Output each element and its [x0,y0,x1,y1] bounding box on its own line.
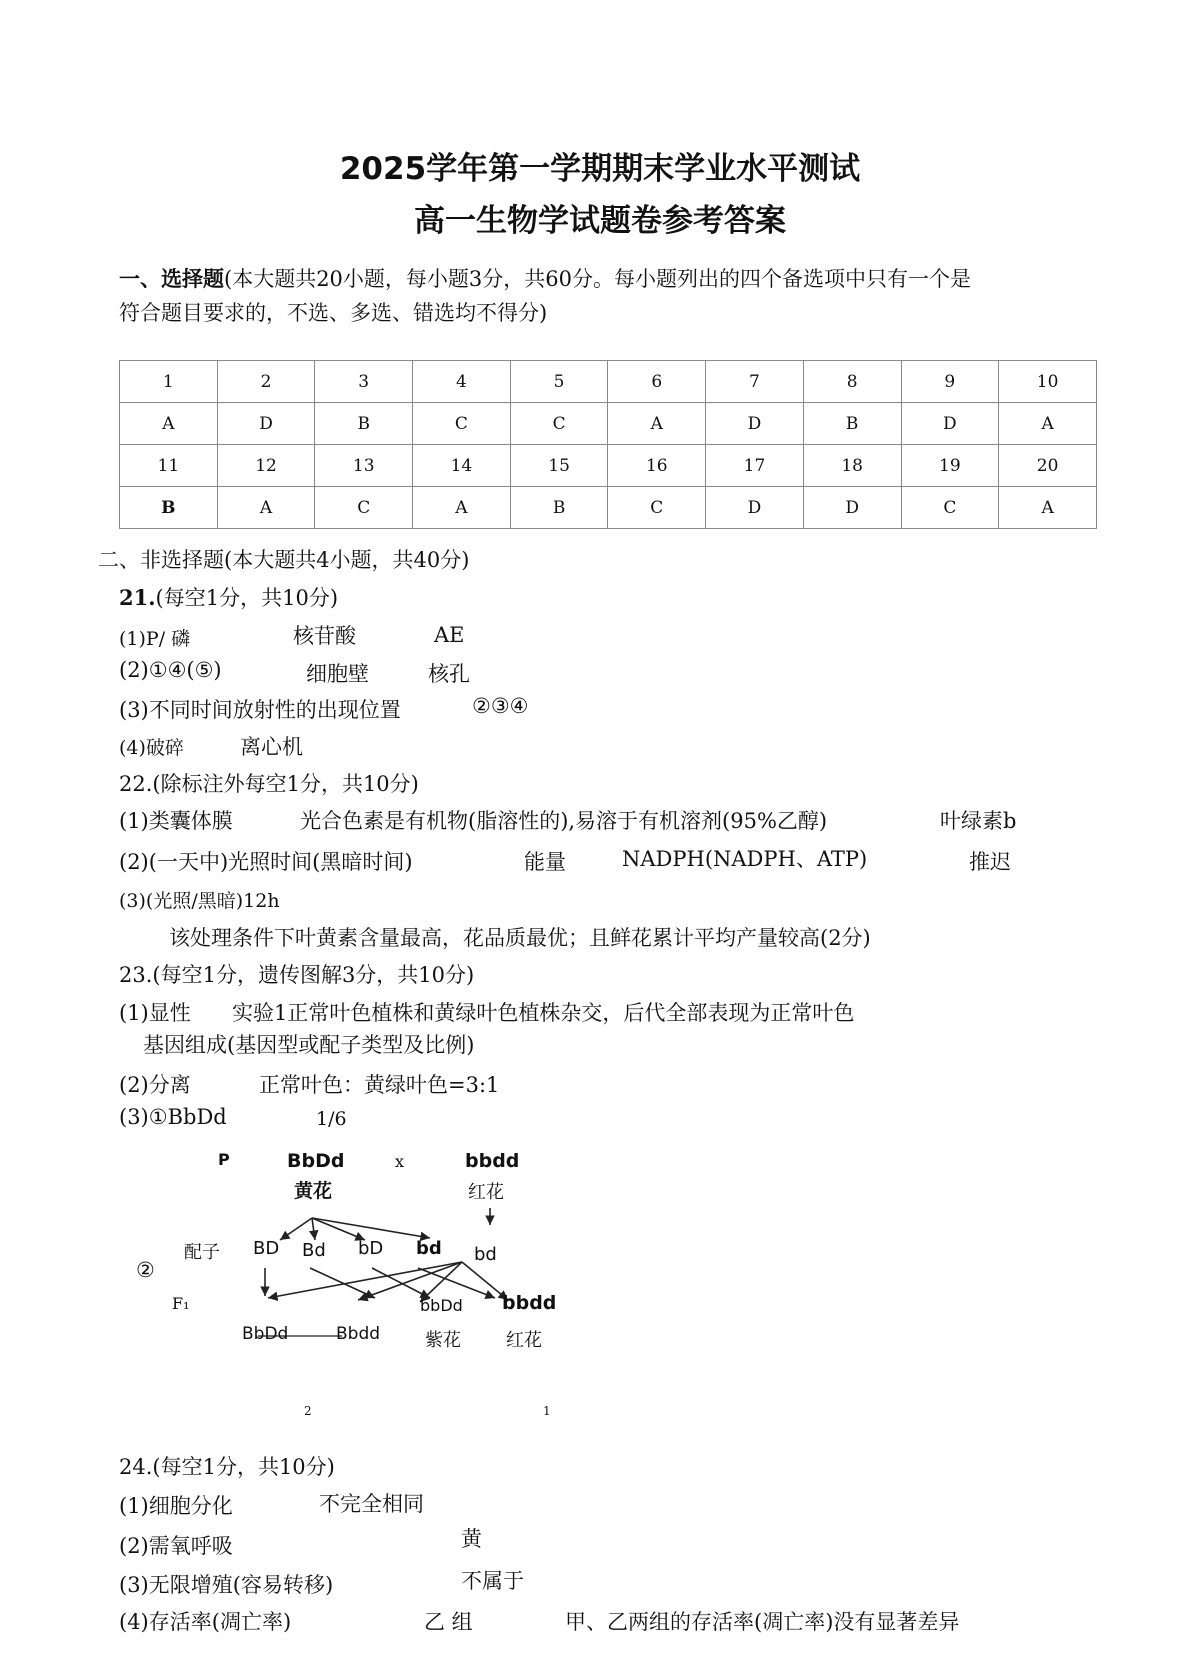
offspring-bbdd-phenotype: 红花 [506,1330,542,1351]
question-number-cell: 18 [803,445,901,487]
gamete-bd-p2: bd [474,1244,497,1265]
answer-table-row [120,445,1097,487]
q22-answer-3b: 该处理条件下叶黄素含量最高，花品质最优；且鲜花累计平均产量较高(2分) [169,926,871,950]
question-number-cell: 1 [120,361,218,403]
section1-intro [119,263,971,293]
arrow-p1-bd [312,1218,430,1238]
q22-answer-1a: (1)类囊体膜 [119,809,233,833]
q21-answer-1c: AE [434,623,465,647]
q21-header [119,582,338,612]
question-number-cell: 4 [413,361,511,403]
answer-cell: D [706,487,804,529]
q22-answer-2b: 能量 [524,850,566,874]
q23-answer-3a: (3)①BbDd [119,1105,227,1129]
q21-answer-2b: 细胞壁 [306,662,369,686]
section2-heading: 二、非选择题(本大题共4小题，共40分) [98,548,470,572]
question-number-cell: 15 [510,445,608,487]
q24-answer-4a: (4)存活率(凋亡率) [119,1610,292,1634]
q24-answer-2b: 黄 [461,1527,482,1551]
parent-label: P [218,1150,230,1169]
question-number-cell: 3 [315,361,413,403]
answer-cell: D [217,403,315,445]
answer-cell: D [803,487,901,529]
section1-desc-line2: 符合题目要求的，不选、多选、错选均不得分) [119,301,548,325]
offspring-bbDd-phenotype: 紫花 [425,1330,461,1351]
answer-cell: A [413,487,511,529]
q21-answer-4a: (4)破碎 [119,737,184,759]
q22-header: 22.(除标注外每空1分，共10分) [119,772,419,796]
answer-cell: A [608,403,706,445]
q22-answer-1c: 叶绿素b [940,809,1017,833]
gamete-Bd: Bd [302,1240,326,1261]
answer-cell: D [901,403,999,445]
section1-desc-line1: (本大题共20小题，每小题3分，共60分。每小题列出的四个备选项中只有一个是 [224,267,971,291]
q24-answer-3a: (3)无限增殖(容易转移) [119,1573,334,1597]
q21-points: (每空1分，共10分) [155,586,339,610]
q22-answer-2d: 推迟 [969,850,1011,874]
question-number-cell: 17 [706,445,804,487]
gamete-BD: BD [253,1238,280,1259]
gamete-label: 配子 [184,1242,220,1263]
question-number-cell: 6 [608,361,706,403]
q23-answer-2a: (2)分离 [119,1073,191,1097]
offspring-BbDd: BbDd [242,1324,289,1344]
q23-answer-1a: (1)显性 [119,1001,191,1025]
answer-cell: C [413,403,511,445]
cross-symbol: x [395,1152,405,1171]
answer-cell: A [999,403,1097,445]
q22-answer-3a: (3)(光照/黑暗)12h [119,890,280,912]
answer-cell: A [120,403,218,445]
answer-cell: A [999,487,1097,529]
question-number-cell: 8 [803,361,901,403]
ratio-right: 1 [543,1404,551,1418]
q24-answer-4b: 乙 组 [424,1610,473,1634]
q22-answer-2a: (2)(一天中)光照时间(黑暗时间) [119,850,413,874]
answer-cell: B [510,487,608,529]
question-number-cell: 7 [706,361,804,403]
q24-answer-1a: (1)细胞分化 [119,1494,233,1518]
q21-answer-2a: (2)①④(⑤) [119,658,222,682]
q21-answer-2c: 核孔 [428,662,470,686]
answer-cell: C [510,403,608,445]
gamete-bD: bD [358,1238,384,1259]
question-number-cell: 10 [999,361,1097,403]
answer-table-row [120,487,1097,529]
question-number-cell: 19 [901,445,999,487]
question-number-cell: 2 [217,361,315,403]
answer-table-row [120,403,1097,445]
arrow-Bd-Bbdd [310,1268,375,1298]
genetic-cross-diagram [136,1150,590,1380]
answer-cell: D [706,403,804,445]
parent1-genotype: BbDd [287,1150,345,1172]
q21-answer-1a: (1)P/ 磷 [119,628,191,650]
q21-number: 21. [119,585,156,610]
q23-answer-1c: 基因组成(基因型或配子类型及比例) [143,1033,475,1057]
ratio-left: 2 [304,1404,312,1418]
offspring-bbDd: bbDd [420,1296,463,1315]
question-number-cell: 12 [217,445,315,487]
question-number-cell: 9 [901,361,999,403]
answer-table-row [120,361,1097,403]
q23-answer-2b: 正常叶色：黄绿叶色=3:1 [259,1073,500,1097]
answer-cell: C [608,487,706,529]
parent2-genotype: bbdd [465,1150,520,1172]
page-subtitle: 高一生物学试题卷参考答案 [414,203,786,239]
question-number-cell: 20 [999,445,1097,487]
diagram-circle-label: ② [136,1258,155,1282]
q24-answer-3b: 不属于 [461,1569,524,1593]
arrow-p1-BD [280,1218,312,1240]
question-number-cell: 11 [120,445,218,487]
arrow-p1-Bd [312,1218,315,1240]
f1-label: F₁ [172,1294,190,1313]
q24-answer-1b: 不完全相同 [319,1492,424,1516]
offspring-bbdd: bbdd [502,1292,557,1314]
page-title: 2025学年第一学期期末学业水平测试 [339,151,861,187]
q21-answer-3a: (3)不同时间放射性的出现位置 [119,698,401,722]
offspring-Bbdd: Bbdd [336,1324,381,1344]
arrow-p1-bD [312,1218,365,1240]
answer-cell: B [315,403,413,445]
answer-cell: C [315,487,413,529]
answer-cell: A [217,487,315,529]
parent1-phenotype: 黄花 [294,1180,333,1202]
q23-answer-1b: 实验1正常叶色植株和黄绿叶色植株杂交，后代全部表现为正常叶色 [232,1001,855,1025]
arrow-p2-Bbdd [358,1262,462,1300]
q23-header: 23.(每空1分，遗传图解3分，共10分) [119,963,475,987]
question-number-cell: 16 [608,445,706,487]
answer-cell: B [803,403,901,445]
q24-answer-4c: 甲、乙两组的存活率(凋亡率)没有显著差异 [565,1610,960,1634]
answer-table [119,360,1097,529]
q22-answer-1b: 光合色素是有机物(脂溶性的),易溶于有机溶剂(95%乙醇) [300,809,828,833]
q21-answer-3b: ②③④ [472,694,529,718]
question-number-cell: 14 [413,445,511,487]
arrow-bD-bbDd [372,1268,430,1298]
answer-cell: C [901,487,999,529]
answer-cell: B [120,487,218,529]
q21-answer-4b: 离心机 [240,735,303,759]
q22-answer-2c: NADPH(NADPH、ATP) [622,847,868,871]
parent2-phenotype: 红花 [468,1182,504,1203]
q23-answer-3b: 1/6 [316,1108,347,1130]
q21-answer-1b: 核苷酸 [293,624,356,648]
question-number-cell: 13 [315,445,413,487]
q24-header: 24.(每空1分，共10分) [119,1455,335,1479]
section1-heading: 一、选择题 [119,266,224,291]
gamete-bd-p1: bd [416,1238,442,1259]
q24-answer-2a: (2)需氧呼吸 [119,1534,233,1558]
question-number-cell: 5 [510,361,608,403]
